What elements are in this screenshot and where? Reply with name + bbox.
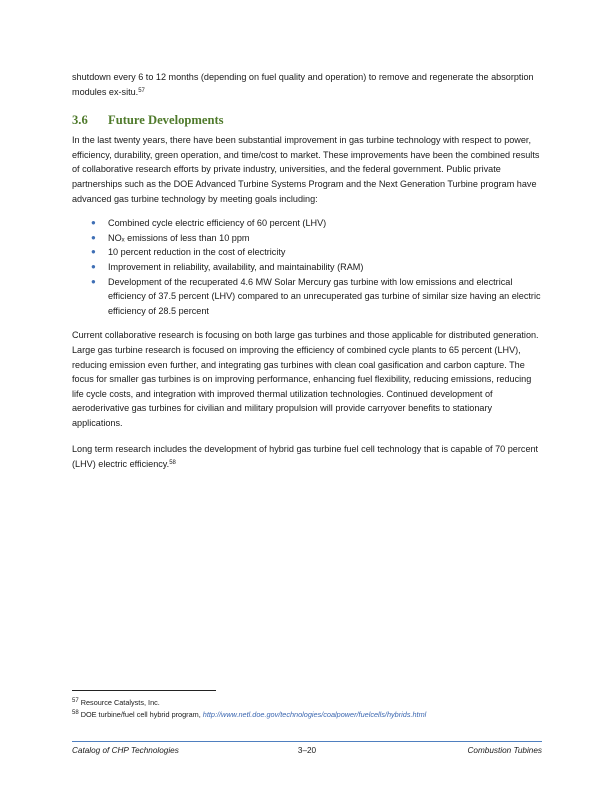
bullet-icon: ● — [91, 247, 96, 257]
page-body — [72, 70, 542, 472]
goals-list — [72, 216, 542, 318]
bullet-icon: ● — [91, 218, 96, 228]
footnote-ref-58[interactable]: 58 — [169, 460, 176, 467]
list-item: ● 10 percent reduction in the cost of electricity — [108, 245, 542, 260]
section-paragraph-3: Long term research includes the development of hybrid gas turbine fuel cell technology that is capable of 70 percent (LHV) electric efficiency.$^{58}$ — [72, 444, 539, 470]
section-paragraph-2: Current collaborative research is focusing on both large gas turbines and those applicable for distributed generation. Large gas turbine research is focused on improving the efficiency of combined cycle plants to 65 percent (LHV), reducing emission even further, and integrating gas turbines with clean coal gasification and carbon capture. The focus for smaller gas turbines is on improving performance, enhancing fuel flexibility, reducing emissions, reducing life cycle costs, and integration with improved thermal utilization technologies. Continued development of aeroderivative gas turbines for civilian and military propulsion will provide carryover benefits to stationary applications. — [72, 330, 539, 428]
bullet-icon: ● — [91, 276, 96, 286]
hybrid-program-link[interactable]: http://www.netl.doe.gov/technologies/coalpower/fuelcells/hybrids.html — [202, 709, 427, 719]
footer-page-number: 3–20 — [297, 746, 317, 755]
section-heading — [72, 111, 542, 129]
footer-divider — [72, 741, 542, 742]
footnote-divider — [72, 690, 216, 691]
footnotes — [72, 697, 542, 720]
bullet-icon: ● — [91, 232, 96, 242]
intro-paragraph: shutdown every 6 to 12 months (depending on fuel quality and operation) to remove and regenerate the absorption modules ex-situ.$^{57}$ — [72, 72, 534, 97]
footer-document-title: Catalog of CHP Technologies — [72, 746, 179, 755]
footnote-57: $^{57}$ Resource Catalysts, Inc. — [72, 698, 160, 707]
page-footer — [72, 746, 542, 758]
list-item: ● Development of the recuperated 4.6 MW Solar Mercury gas turbine with low emissions and electrical efficiency of 37.5 percent (LHV) compared to an unrecuperated gas turbine of similar size having an electric efficiency of 28.5 percent — [91, 276, 541, 316]
section-title: Future Developments — [108, 113, 224, 128]
bullet-icon: ● — [91, 261, 96, 271]
list-item: ● NOₓ emissions of less than 10 ppm — [108, 231, 542, 246]
footnote-ref-57[interactable]: 57 — [138, 87, 145, 94]
footer-chapter-title: Combustion Tubines — [467, 746, 542, 755]
section-paragraph-1: In the last twenty years, there have been substantial improvement in gas turbine technology with respect to power, efficiency, durability, green operation, and time/cost to market. These improvements have been the combined results of collaborative research efforts by private industry, universities, and the federal government. Public private partnerships such as the DOE Advanced Turbine Systems Program and the Next Generation Turbine program have advanced gas turbine technology by meeting goals including: — [72, 135, 540, 204]
section-number: 3.6 — [72, 113, 88, 128]
list-item: ● Improvement in reliability, availability, and maintainability (RAM) — [108, 260, 542, 275]
footnote-58: $^{58}$ DOE turbine/fuel cell hybrid program, http://www.netl.doe.gov/technologies/coalpower/fuelcells/hybrids.html — [72, 709, 427, 719]
list-item: ● Combined cycle electric efficiency of 60 percent (LHV) — [108, 216, 542, 231]
